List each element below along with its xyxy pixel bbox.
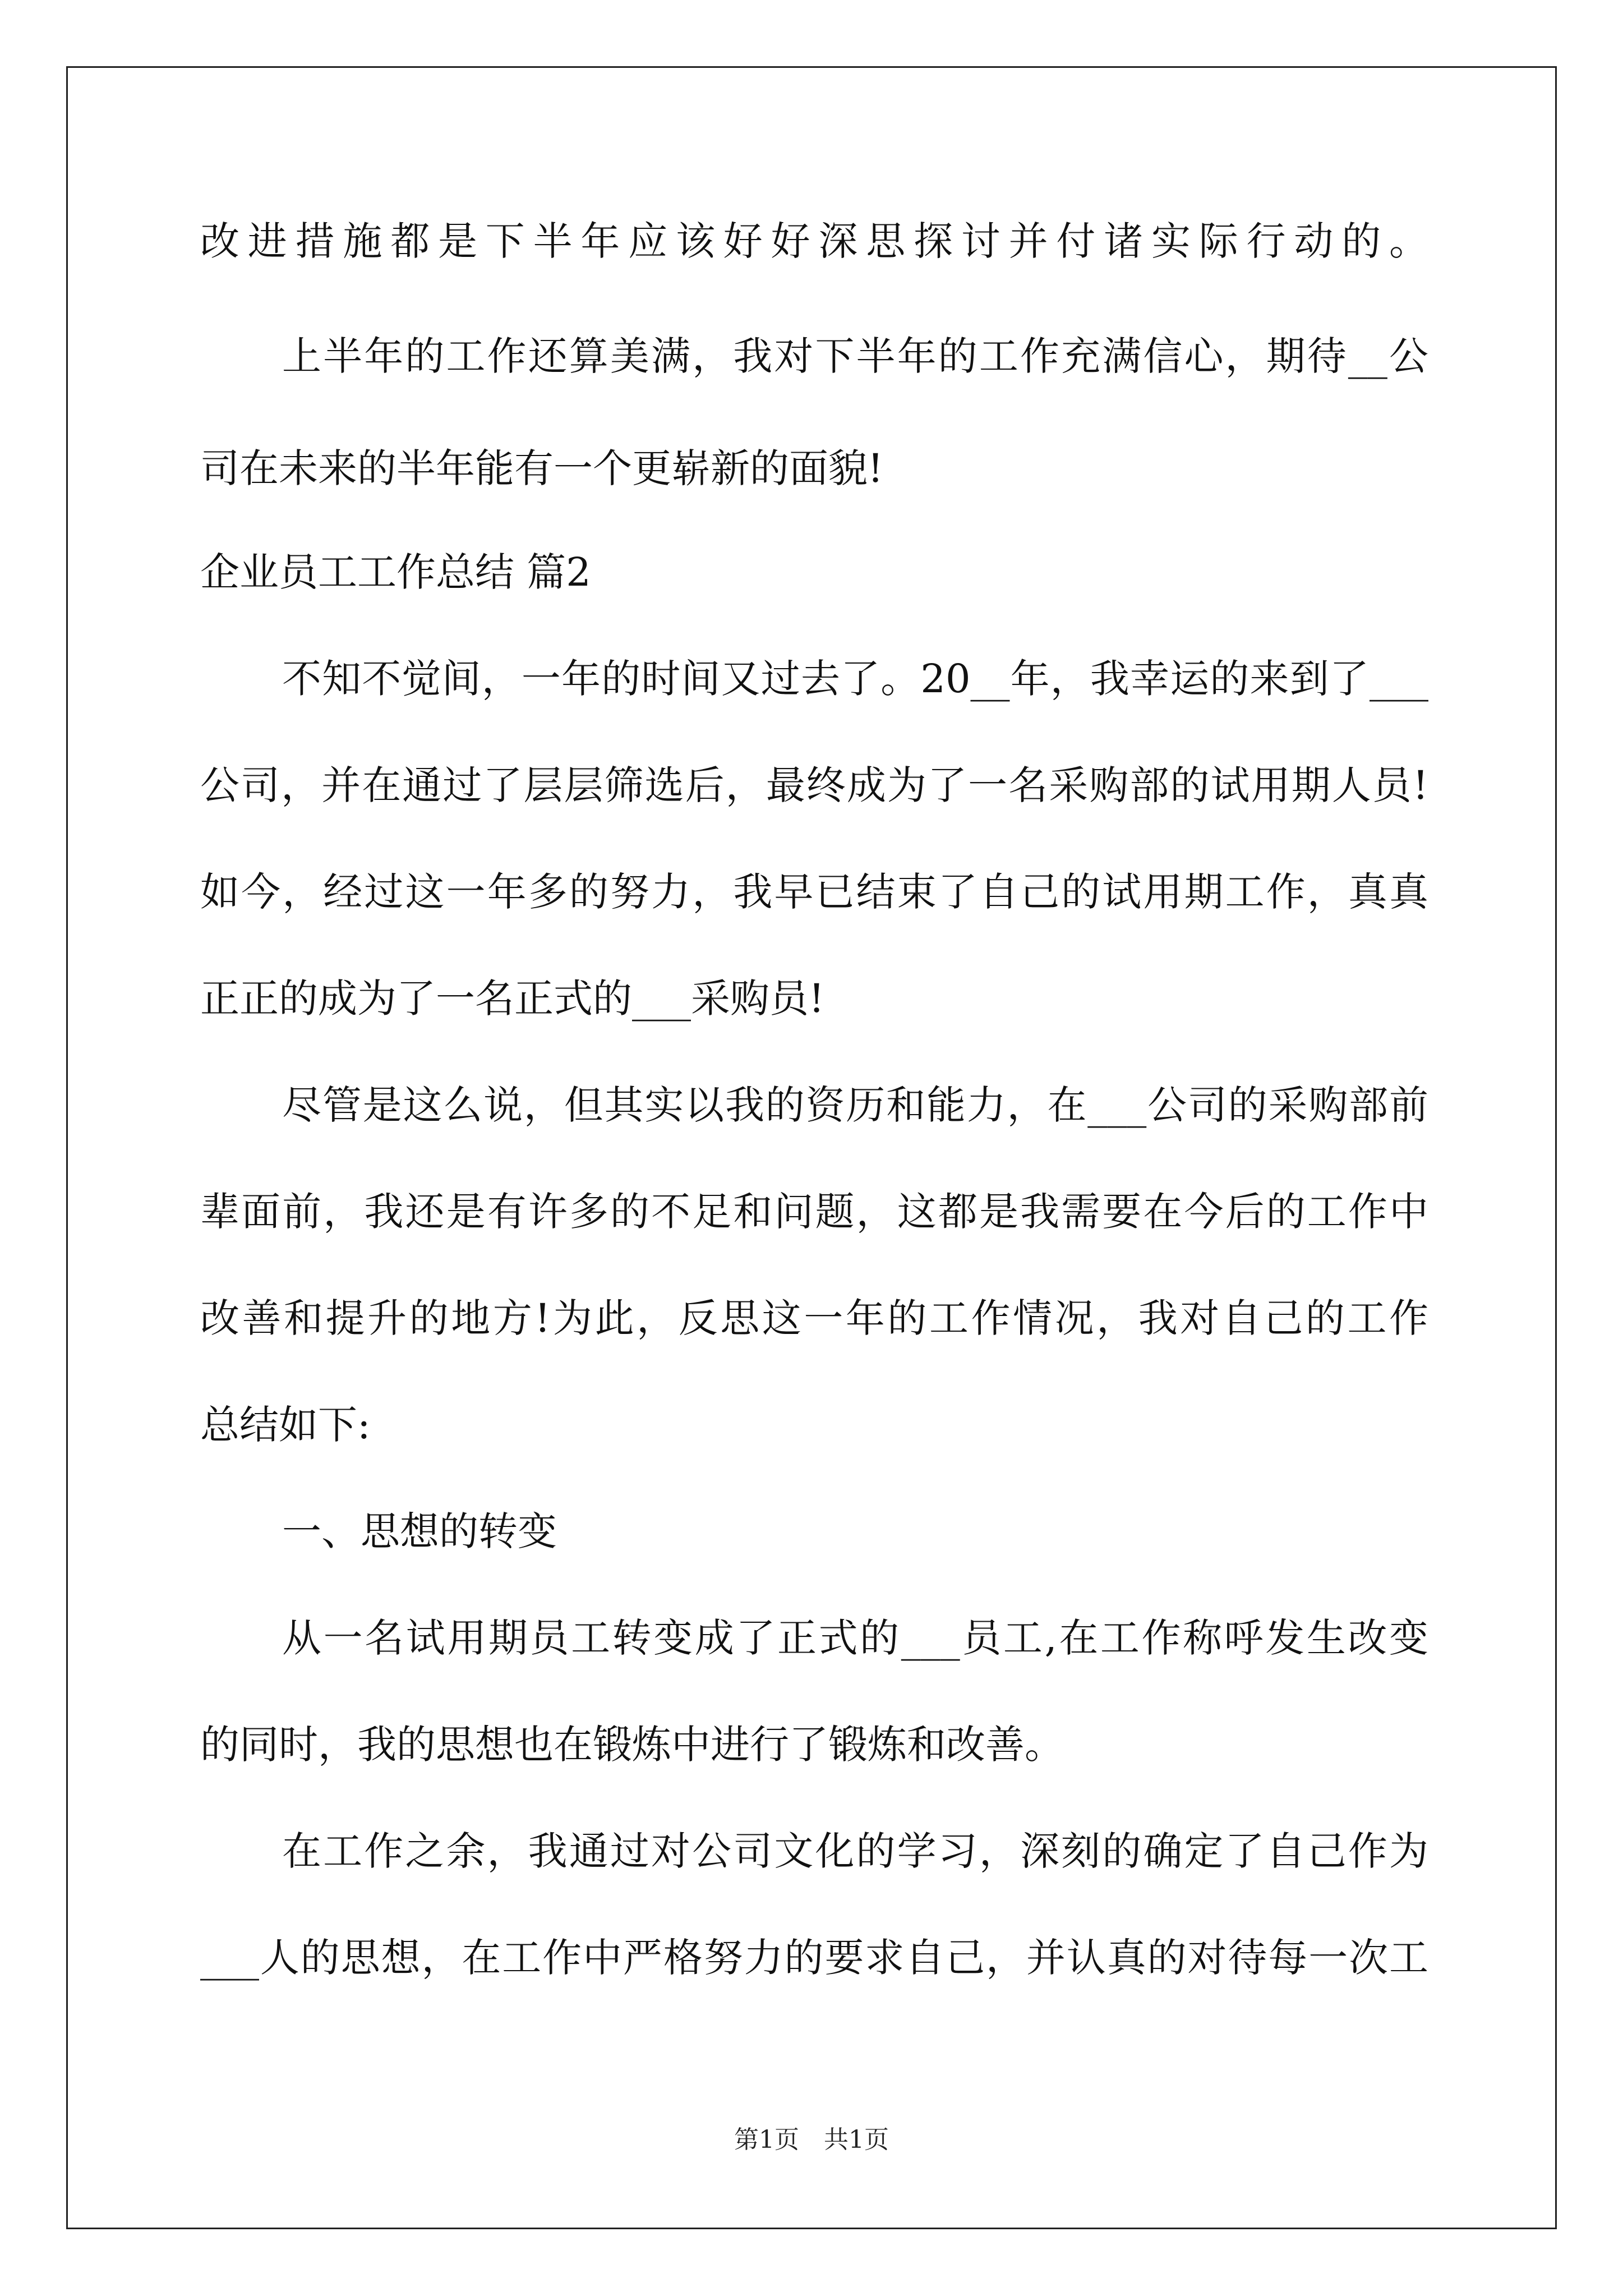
page-border: [66, 66, 1557, 2229]
paragraph-line: 辈面前，我还是有许多的不足和问题，这都是我需要在今后的工作中: [200, 1189, 1428, 1235]
paragraph-line: 从一名试用期员工转变成了正式的___员工,在工作称呼发生改变: [282, 1615, 1428, 1661]
paragraph-line: 上半年的工作还算美满，我对下半年的工作充满信心，期待__公: [282, 333, 1428, 379]
subsection-heading: 一、思想的转变: [282, 1508, 557, 1554]
paragraph-line: 正正的成为了一名正式的___采购员!: [200, 976, 825, 1022]
paragraph-line: ___人的思想，在工作中严格努力的要求自己，并认真的对待每一次工: [200, 1935, 1428, 1981]
paragraph-line: 在工作之余，我通过对公司文化的学习，深刻的确定了自己作为: [282, 1828, 1428, 1874]
paragraph-line: 司在未来的半年能有一个更崭新的面貌!: [200, 445, 884, 491]
paragraph-line: 改善和提升的地方!为此，反思这一年的工作情况，我对自己的工作: [200, 1295, 1428, 1341]
paragraph-line: 总结如下:: [200, 1402, 371, 1448]
paragraph-line: 如今，经过这一年多的努力，我早已结束了自己的试用期工作，真真: [200, 869, 1428, 915]
paragraph-line: 不知不觉间，一年的时间又过去了。20__年，我幸运的来到了___: [282, 656, 1428, 702]
paragraph-line: 尽管是这么说，但其实以我的资历和能力，在___公司的采购部前: [282, 1082, 1428, 1128]
paragraph-line: 公司，并在通过了层层筛选后，最终成为了一名采购部的试用期人员!: [200, 762, 1428, 808]
page-footer: 第1页 共1页: [734, 2125, 889, 2154]
paragraph-line: 的同时，我的思想也在锻炼中进行了锻炼和改善。: [200, 1722, 1064, 1768]
section-heading: 企业员工工作总结 篇2: [200, 549, 591, 595]
paragraph-line: 改进措施都是下半年应该好好深思探讨并付诸实际行动的。: [200, 218, 1428, 264]
